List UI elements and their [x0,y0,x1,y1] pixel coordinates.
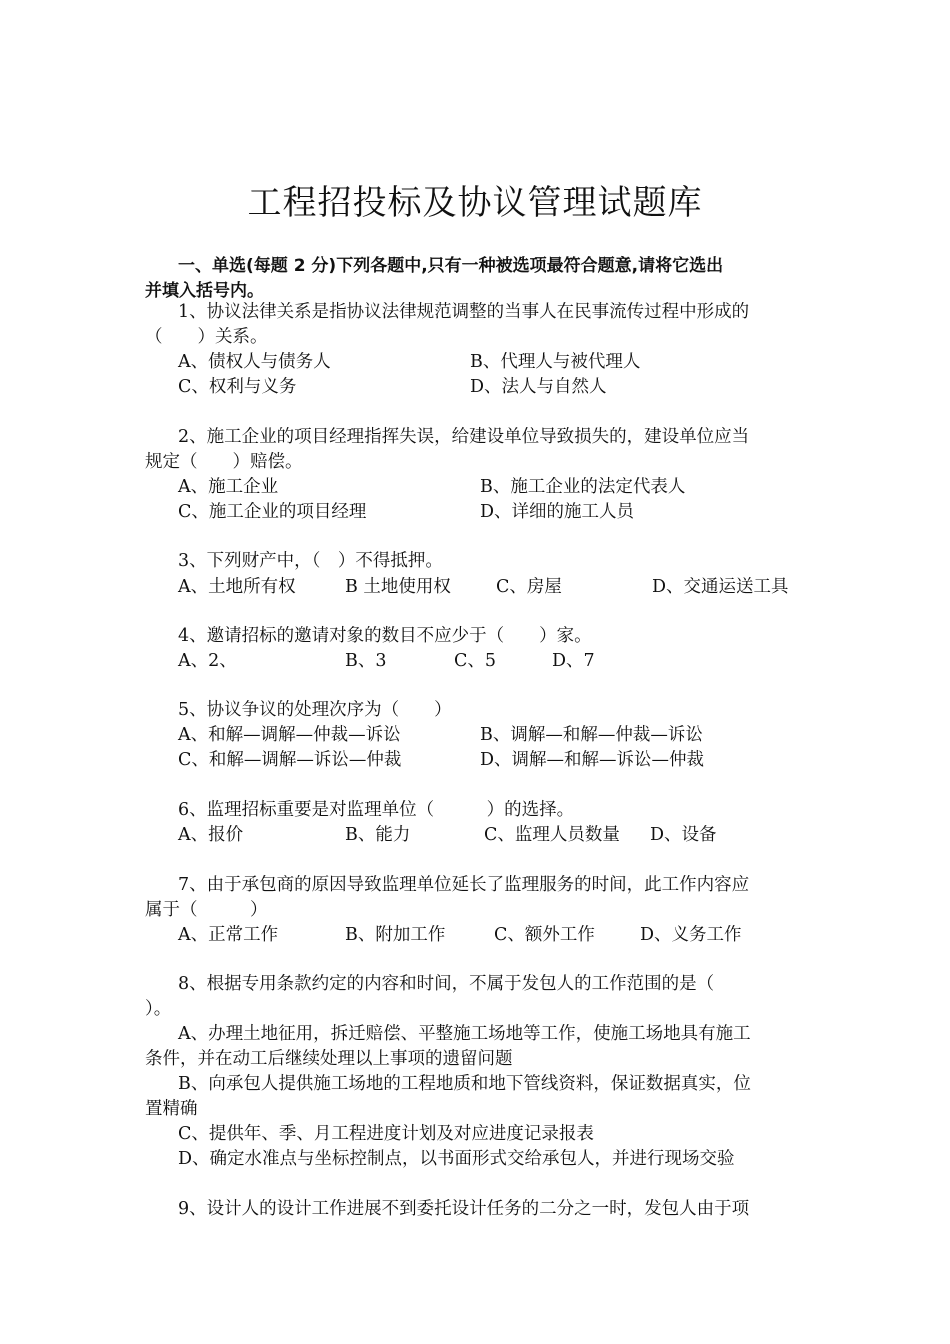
q1-option-d: D、法人与自然人 [470,377,607,397]
q8-option-a-line1: A、办理土地征用，拆迁赔偿、平整施工场地等工作，使施工场地具有施工 [178,1024,751,1044]
q7-option-b: B、附加工作 [345,925,446,945]
q4-option-b: B、3 [345,651,387,671]
q2-stem-line2: 规定（ ）赔偿。 [145,452,303,472]
q2-option-c: C、施工企业的项目经理 [178,502,367,522]
q4-option-d: D、7 [552,651,595,671]
q7-option-d: D、义务工作 [640,925,742,945]
q3-option-d: D、交通运送工具 [652,577,789,597]
q5-option-d: D、调解—和解—诉讼—仲裁 [480,750,705,770]
q5-option-a: A、和解—调解—仲裁—诉讼 [178,725,401,745]
q4-option-a: A、2、 [178,651,237,671]
q7-option-c: C、额外工作 [494,925,595,945]
q8-stem-line1: 8、根据专用条款约定的内容和时间，不属于发包人的工作范围的是（ [178,974,715,994]
q8-option-d: D、确定水准点与坐标控制点，以书面形式交给承包人，并进行现场交验 [178,1149,735,1169]
section-heading-line1: 一、单选(每题 2 分)下列各题中,只有一种被选项最符合题意,请将它选出 [178,256,724,276]
q8-option-b-line1: B、向承包人提供施工场地的工程地质和地下管线资料，保证数据真实，位 [178,1074,751,1094]
q5-stem-line1: 5、协议争议的处理次序为（ ） [178,700,452,720]
q3-stem-line1: 3、下列财产中，（ ）不得抵押。 [178,551,443,571]
q2-stem-line1: 2、施工企业的项目经理指挥失误，给建设单位导致损失的，建设单位应当 [178,427,750,447]
q3-option-a: A、土地所有权 [178,577,296,597]
q7-stem-line2: 属于（ ） [145,900,268,920]
q5-option-c: C、和解—调解—诉讼—仲裁 [178,750,402,770]
q1-option-b: B、代理人与被代理人 [470,352,641,372]
q9-stem-line1: 9、设计人的设计工作进展不到委托设计任务的二分之一时，发包人由于项 [178,1199,750,1219]
q7-option-a: A、正常工作 [178,925,279,945]
q4-option-c: C、5 [454,651,497,671]
q2-option-a: A、施工企业 [178,477,279,497]
q8-option-b-line2: 置精确 [145,1099,198,1119]
document-title: 工程招投标及协议管理试题库 [247,183,703,223]
q6-option-b: B、能力 [345,825,411,845]
q3-option-b: B 土地使用权 [345,577,451,597]
q6-option-c: C、监理人员数量 [484,825,620,845]
q5-option-b: B、调解—和解—仲裁—诉讼 [480,725,703,745]
q1-stem-line2: （ ）关系。 [145,327,268,347]
q4-stem-line1: 4、邀请招标的邀请对象的数目不应少于（ ）家。 [178,626,592,646]
q1-stem-line1: 1、协议法律关系是指协议法律规范调整的当事人在民事流传过程中形成的 [178,302,750,322]
q8-option-c: C、提供年、季、月工程进度计划及对应进度记录报表 [178,1124,594,1144]
section-heading-line2: 并填入括号内。 [145,281,264,301]
q8-stem-line2: ）。 [145,999,172,1019]
q6-option-d: D、设备 [650,825,717,845]
q3-option-c: C、房屋 [496,577,562,597]
q6-stem-line1: 6、监理招标重要是对监理单位（ ）的选择。 [178,800,575,820]
q1-option-a: A、债权人与债务人 [178,352,331,372]
q6-option-a: A、报价 [178,825,244,845]
q8-option-a-line2: 条件，并在动工后继续处理以上事项的遗留问题 [145,1049,513,1069]
q1-option-c: C、权利与义务 [178,377,297,397]
q2-option-b: B、施工企业的法定代表人 [480,477,686,497]
q7-stem-line1: 7、由于承包商的原因导致监理单位延长了监理服务的时间，此工作内容应 [178,875,750,895]
q2-option-d: D、详细的施工人员 [480,502,635,522]
